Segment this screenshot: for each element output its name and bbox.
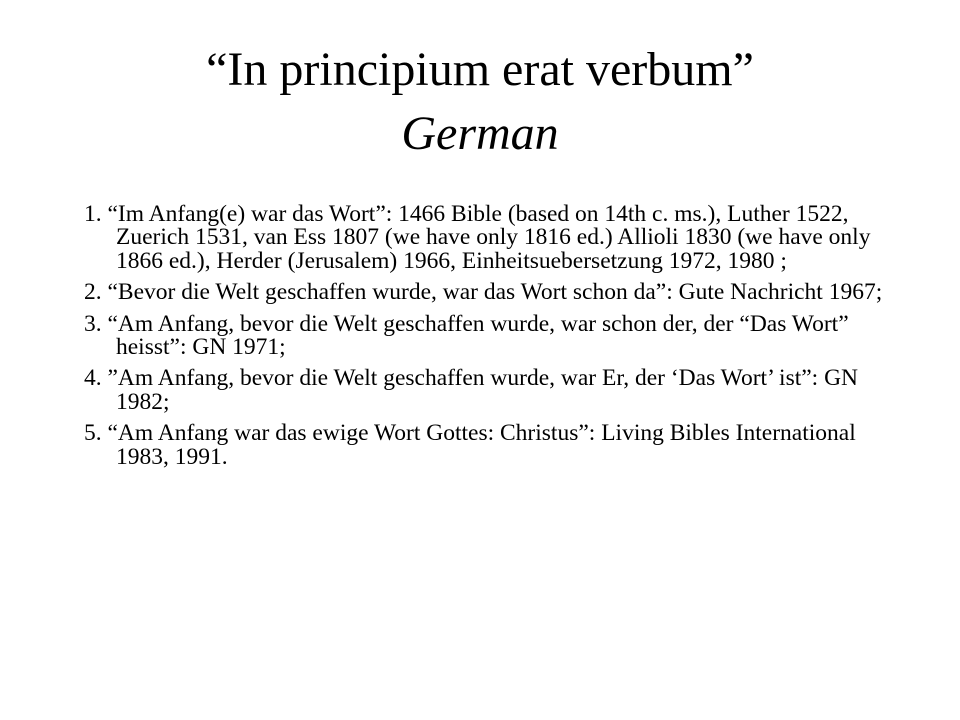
list-item-2: 2. “Bevor die Welt geschaffen wurde, war das Wort schon da”: Gute Nachricht 1967;: [84, 279, 883, 306]
list-item-1: 1. “Im Anfang(e) war das Wort”: 1466 Bible (based on 14th c. ms.), Luther 1522, Zuerich 1531, van Ess 1807 (we have only 1816 ed.) Allioli 1830 (we have only 1866 ed.), Herder (Jerusalem) 1966, Einheitsuebersetzung 1972, 1980 ;: [84, 201, 871, 274]
slide-body: [84, 203, 884, 477]
list-item-3: 3. “Am Anfang, bevor die Welt geschaffen wurde, war schon der, der “Das Wort” heisst”: GN 1971;: [84, 310, 849, 361]
slide-subtitle: German: [401, 107, 559, 160]
list-item-5: 5. “Am Anfang war das ewige Wort Gottes: Christus”: Living Bibles International 1983, 1991.: [84, 420, 856, 470]
slide-title-block: [60, 38, 900, 166]
list-item-4: 4. ”Am Anfang, bevor die Welt geschaffen wurde, war Er, der ‘Das Wort’ ist”: GN 1982;: [84, 365, 859, 415]
slide-title: “In principium erat verbum”: [206, 43, 754, 96]
